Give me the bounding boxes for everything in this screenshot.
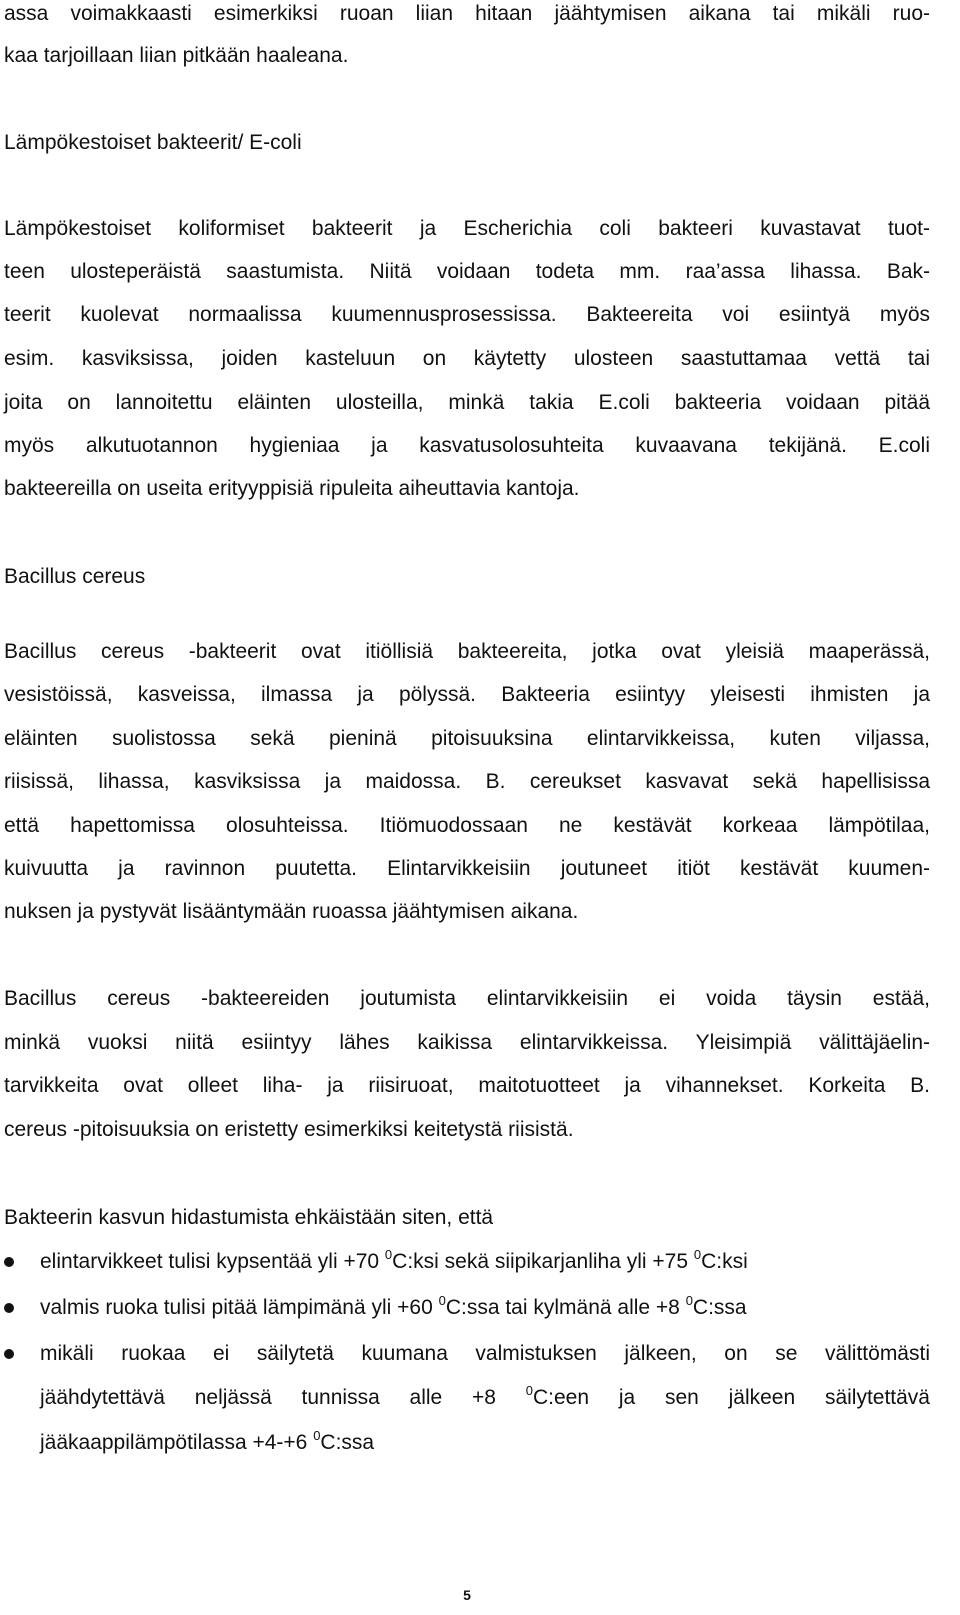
bullet-dot-icon (4, 1349, 14, 1359)
page-number: 5 (463, 1587, 471, 1603)
text-line: Lämpökestoiset koliformiset bakteerit ja Escherichia coli bakteeri kuvastavat tuot- (4, 217, 930, 240)
text-line: mikäli ruokaa ei säilytetä kuumana valmistuksen jälkeen, on se välittömästi (40, 1342, 930, 1365)
text-line: eläinten suolistossa sekä pieninä pitoisuuksina elintarvikkeissa, kuten viljassa, (4, 727, 930, 750)
text-line: teerit kuolevat normaalissa kuumennusprosessissa. Bakteereita voi esiintyä myös (4, 303, 930, 326)
text-line: tarvikkeita ovat olleet liha- ja riisiruoat, maitotuotteet ja vihannekset. Korkeita B. (4, 1074, 930, 1097)
text-line: teen ulosteperäistä saastumista. Niitä voidaan todeta mm. raa’assa lihassa. Bak- (4, 260, 930, 283)
text-line: kaa tarjoillaan liian pitkään haaleana. (4, 44, 349, 67)
intro-growth: Bakteerin kasvun hidastumista ehkäistään siten, että (4, 1206, 494, 1229)
bullet-dot-icon (4, 1257, 14, 1267)
text-line: esim. kasviksissa, joiden kasteluun on käytetty ulosteen saastuttamaa vettä tai (4, 347, 930, 370)
text-line: Bacillus cereus -bakteerit ovat itiöllisiä bakteereita, jotka ovat yleisiä maaperässä, (4, 640, 930, 663)
bullet-item: valmis ruoka tulisi pitää lämpimänä yli +60 $^0$C:ssa tai kylmänä alle +8 $^0$C:ssa (40, 1293, 747, 1319)
bullet-dot-icon (4, 1303, 14, 1313)
section-heading-ecoli: Lämpökestoiset bakteerit/ E-coli (4, 131, 302, 154)
text-line: vesistöissä, kasveissa, ilmassa ja pölyssä. Bakteeria esiintyy yleisesti ihmisten ja (4, 683, 930, 706)
text-line: minkä vuoksi niitä esiintyy lähes kaikissa elintarvikkeissa. Yleisimpiä välittäjäelin- (4, 1031, 930, 1054)
text-line: nuksen ja pystyvät lisääntymään ruoassa jäähtymisen aikana. (4, 900, 579, 923)
text-line: cereus -pitoisuuksia on eristetty esimerkiksi keitetystä riisistä. (4, 1118, 574, 1141)
text-line: jääkaappilämpötilassa +4-+6 $^0$C:ssa (40, 1428, 375, 1454)
text-line: Bacillus cereus -bakteereiden joutumista elintarvikkeisiin ei voida täysin estää, (4, 987, 930, 1010)
bullet-item: elintarvikkeet tulisi kypsentää yli +70 $^0$C:ksi sekä siipikarjanliha yli +75 $^0$C:ksi (40, 1247, 748, 1273)
section-heading-bacillus: Bacillus cereus (4, 565, 146, 588)
text-line: myös alkutuotannon hygieniaa ja kasvatusolosuhteita kuvaavana tekijänä. E.coli (4, 434, 930, 457)
text-line: joita on lannoitettu eläinten ulosteilla, minkä takia E.coli bakteeria voidaan pitää (4, 391, 930, 414)
text-line: riisissä, lihassa, kasviksissa ja maidossa. B. cereukset kasvavat sekä hapellisissa (4, 770, 930, 793)
text-line: kuivuutta ja ravinnon puutetta. Elintarvikkeisiin joutuneet itiöt kestävät kuumen- (4, 857, 930, 880)
text-line: että hapettomissa olosuhteissa. Itiömuodossaan ne kestävät korkeaa lämpötilaa, (4, 814, 930, 837)
text-line: assa voimakkaasti esimerkiksi ruoan liian hitaan jäähtymisen aikana tai mikäli ruo- (4, 2, 930, 25)
text-line: bakteereilla on useita erityyppisiä ripuleita aiheuttavia kantoja. (4, 477, 580, 500)
text-line: jäähdytettävä neljässä tunnissa alle +8 $^0$C:een ja sen jälkeen säilytettävä (40, 1383, 930, 1409)
